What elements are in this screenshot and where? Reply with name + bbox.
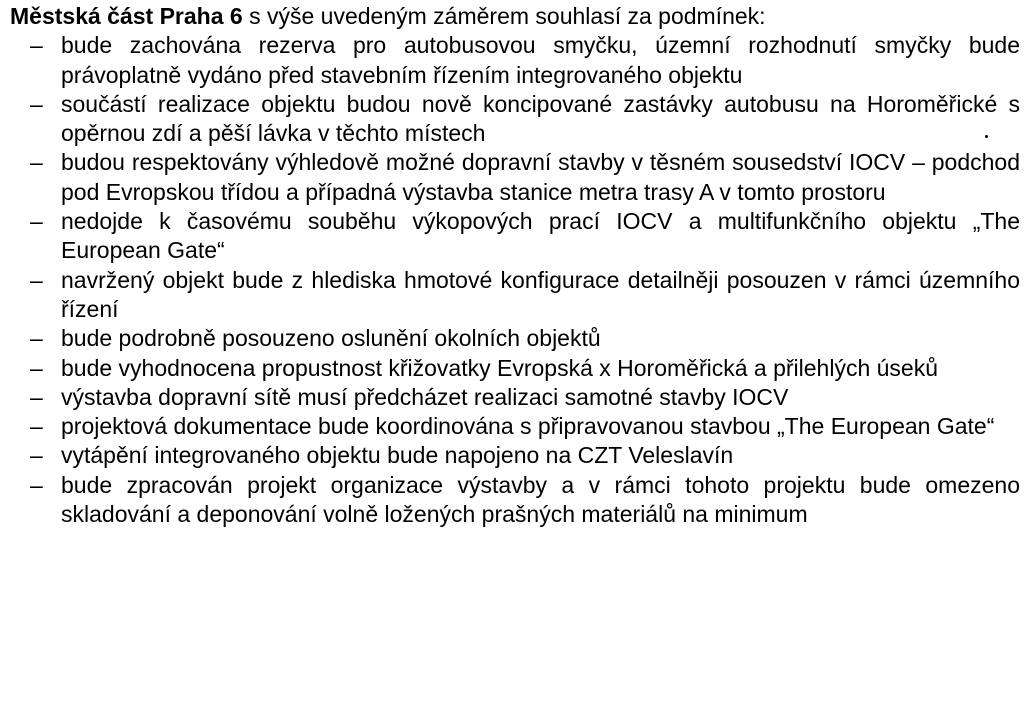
bullet-dash: –	[30, 266, 43, 293]
bullet-dash: –	[30, 32, 43, 59]
scan-speck	[985, 135, 988, 138]
intro-paragraph	[8, 2, 1020, 31]
condition-text: nedojde k časovému souběhu výkopových prací IOCV a multifunkčního objektu „The European Gate“	[61, 208, 1020, 264]
condition-item	[8, 383, 1020, 412]
document-page	[8, 2, 1020, 529]
condition-text: bude zpracován projekt organizace výstavby a v rámci tohoto projektu bude omezeno skladování a deponování volně ložených prašných materiálů na minimum	[61, 471, 1020, 528]
condition-item	[8, 266, 1020, 325]
bullet-dash: –	[30, 383, 43, 410]
condition-item	[8, 31, 1020, 90]
bullet-dash: –	[30, 149, 43, 176]
condition-text: navržený objekt bude z hlediska hmotové konfigurace detailněji posouzen v rámci územního řízení	[61, 266, 1020, 322]
bullet-dash: –	[30, 325, 43, 352]
condition-item	[8, 148, 1020, 207]
condition-text: součástí realizace objektu budou nově koncipované zastávky autobusu na Horoměřické s opěrnou zdí a pěší lávka v těchto místech	[61, 90, 1020, 147]
condition-item	[8, 441, 1020, 470]
condition-text: projektová dokumentace bude koordinována s připravovanou stavbou „The European Gate“	[61, 413, 995, 440]
condition-item	[8, 207, 1020, 266]
intro-text: s výše uvedeným záměrem souhlasí za podmínek:	[242, 3, 766, 29]
condition-text: výstavba dopravní sítě musí předcházet realizaci samotné stavby IOCV	[61, 383, 789, 410]
intro-bold-subject: Městská část Praha 6	[10, 3, 243, 29]
bullet-dash: –	[30, 442, 43, 469]
condition-text: budou respektovány výhledově možné dopravní stavby v těsném sousedství IOCV – podchod pod Evropskou třídou a případná výstavba stanice metra trasy A v tomto prostoru	[61, 149, 1020, 205]
bullet-dash: –	[30, 413, 43, 440]
condition-text: bude vyhodnocena propustnost křižovatky Evropská x Horoměřická a přilehlých úseků	[61, 354, 938, 381]
conditions-list	[8, 31, 1020, 529]
bullet-dash: –	[30, 208, 43, 235]
condition-text: vytápění integrovaného objektu bude napojeno na CZT Veleslavín	[61, 442, 734, 469]
condition-item	[8, 471, 1020, 530]
condition-item	[8, 324, 1020, 353]
condition-text: bude podrobně posouzeno oslunění okolních objektů	[61, 325, 601, 352]
bullet-dash: –	[30, 354, 43, 381]
condition-item	[8, 354, 1020, 383]
condition-text: bude zachována rezerva pro autobusovou smyčku, územní rozhodnutí smyčky bude právoplatně vydáno před stavebním řízením integrovaného objektu	[61, 32, 1020, 88]
condition-item	[8, 90, 1020, 149]
bullet-dash: –	[30, 471, 43, 498]
condition-item	[8, 412, 1020, 441]
bullet-dash: –	[30, 90, 43, 117]
